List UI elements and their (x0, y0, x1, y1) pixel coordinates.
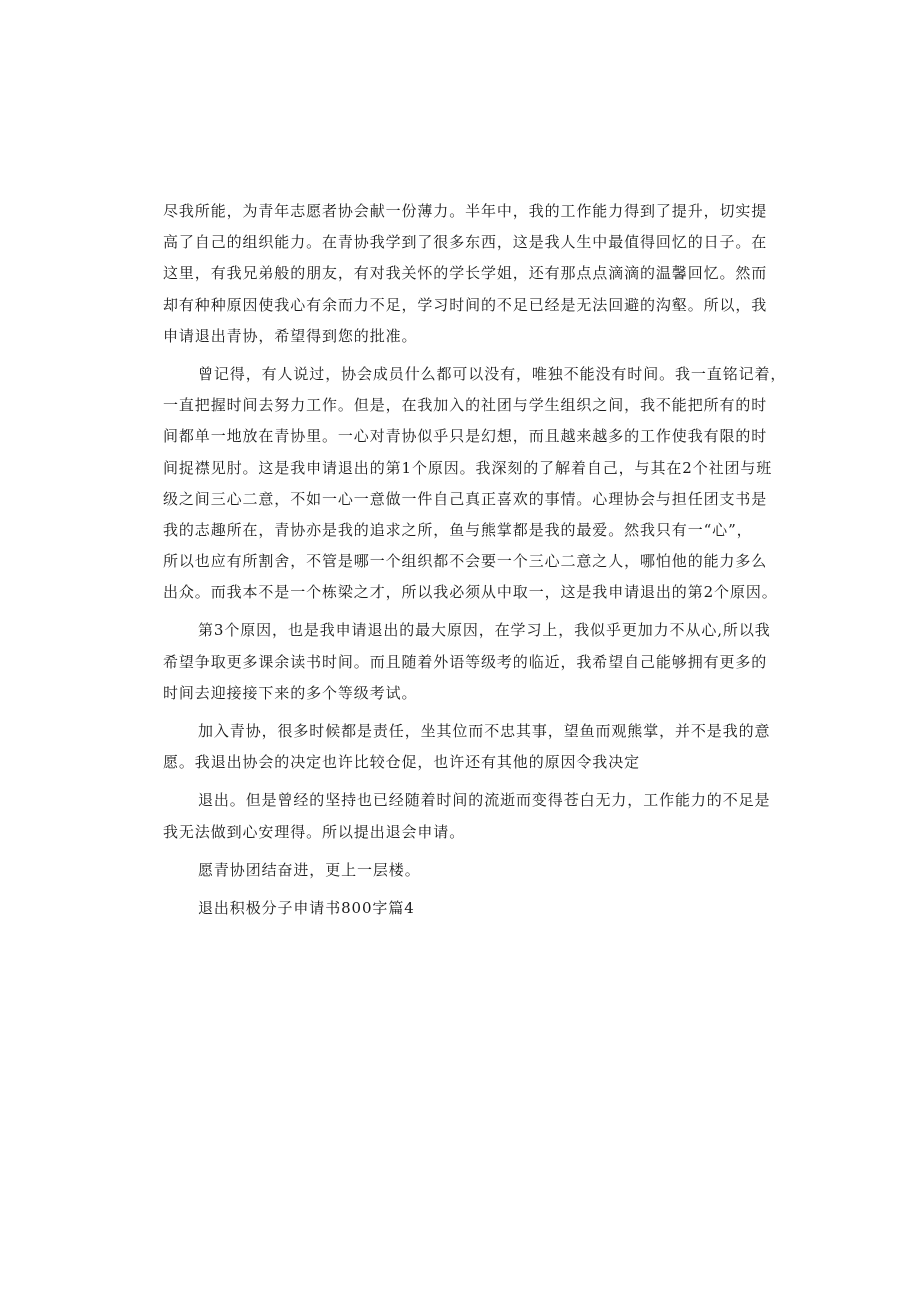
text-line: 一直把握时间去努力工作。但是，在我加入的社团与学生组织之间，我不能把所有的时 (163, 396, 768, 415)
text-line: 我无法做到心安理得。所以提出退会申请。 (163, 822, 466, 841)
text-line: 所以也应有所割舍，不管是哪一个组织都不会要一个三心二意之人，哪怕他的能力多么 (163, 552, 768, 571)
text-line: 愿。我退出协会的决定也许比较仓促，也许还有其他的原因令我决定 (163, 753, 641, 772)
text-line: 尽我所能，为青年志愿者协会献一份薄力。半年中，我的工作能力得到了提升，切实提 (163, 202, 768, 220)
text-line: 第3个原因，也是我申请退出的最大原因，在学习上，我似乎更加力不从心,所以我 (198, 621, 771, 640)
document-body (163, 196, 787, 924)
text-line: 我的志趣所在，青协亦是我的追求之所，鱼与熊掌都是我的最爱。然我只有一“心”， (163, 520, 753, 539)
text-line: 出众。而我本不是一个栋梁之才，所以我必须从中取一，这是我申请退出的第2个原因。 (163, 583, 778, 602)
paragraph-1 (163, 196, 768, 352)
text-line: 高了自己的组织能力。在青协我学到了很多东西，这是我人生中最值得回忆的日子。在 (163, 233, 768, 252)
paragraph-3 (163, 615, 771, 709)
text-line: 却有种种原因使我心有余而力不足，学习时间的不足已经是无法回避的沟壑。所以，我 (163, 295, 768, 314)
paragraph-5 (163, 785, 771, 847)
paragraph-4 (163, 716, 771, 778)
text-line: 退出。但是曾经的坚持也已经随着时间的流逝而变得苍白无力，工作能力的不足是 (198, 791, 771, 810)
text-line: 曾记得，有人说过，协会成员什么都可以没有，唯独不能没有时间。我一直铭记着， (198, 364, 787, 383)
text-line: 时间去迎接接下来的多个等级考试。 (163, 683, 418, 702)
heading-text: 退出积极分子申请书800字篇4 (198, 898, 415, 917)
text-line: 级之间三心二意，不如一心一意做一件自己真正喜欢的事情。心理协会与担任团支书是 (163, 489, 768, 508)
text-line: 这里，有我兄弟般的朋友，有对我关怀的学长学姐，还有那点点滴滴的温馨回忆。然而 (163, 264, 768, 283)
paragraph-2 (163, 359, 787, 609)
text-line: 加入青协，很多时候都是责任，坐其位而不忠其事，望鱼而观熊掌，并不是我的意 (198, 722, 771, 740)
text-line: 申请退出青协，希望得到您的批准。 (163, 326, 418, 345)
text-line: 愿青协团结奋进，更上一层楼。 (198, 860, 421, 879)
text-line: 希望争取更多课余读书时间。而且随着外语等级考的临近，我希望自己能够拥有更多的 (163, 652, 768, 671)
text-line: 间捉襟见肘。这是我申请退出的第1个原因。我深刻的了解着自己，与其在2个社团与班 (163, 458, 773, 477)
paragraph-6 (163, 855, 763, 886)
section-heading (163, 893, 763, 924)
text-line: 间都单一地放在青协里。一心对青协似乎只是幻想，而且越来越多的工作使我有限的时 (163, 427, 768, 446)
